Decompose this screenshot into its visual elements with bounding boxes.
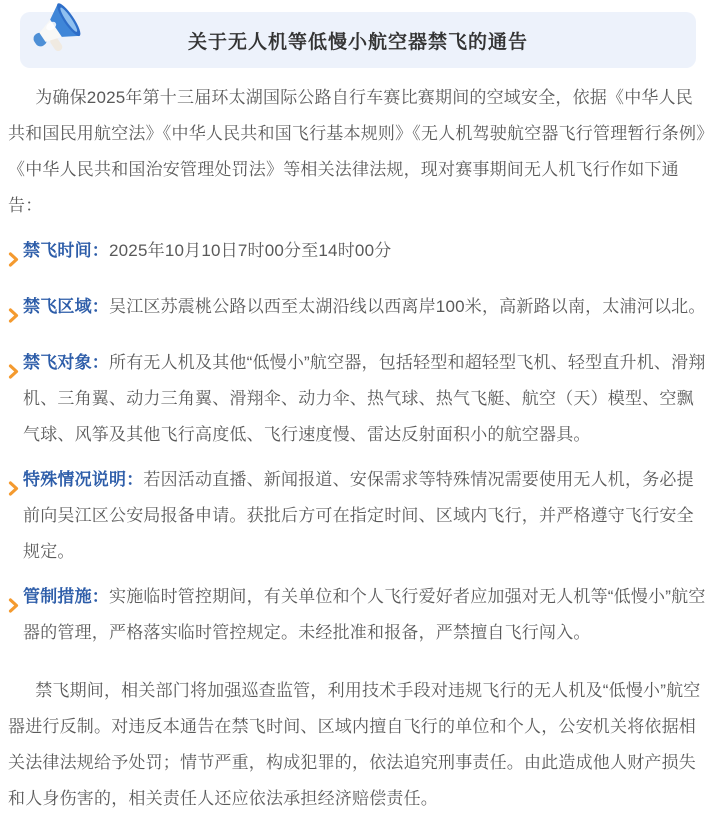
- item-label: 禁飞区域：: [23, 297, 109, 316]
- chevron-right-icon: [8, 590, 23, 626]
- item-body: [23, 233, 707, 269]
- notice-item-ban-time: [8, 233, 707, 280]
- notice-page: [0, 12, 716, 808]
- item-text: 2025年10月10日7时00分至14时00分: [109, 241, 392, 260]
- notice-content: [0, 80, 716, 817]
- megaphone-icon: [25, 1, 83, 59]
- notice-item-ban-area: [8, 289, 707, 336]
- notice-item-control-measures: [8, 579, 707, 651]
- item-text: 所有无人机及其他“低慢小”航空器，包括轻型和超轻型飞机、轻型直升机、滑翔机、三角翼、动力三角翼、滑翔伞、动力伞、热气球、热气飞艇、航空（天）模型、空飘气球、风筝及其他飞行高度低、飞行速度慢、雷达反射面积小的航空器具。: [23, 353, 706, 444]
- chevron-right-icon: [8, 473, 23, 509]
- item-label: 管制措施：: [23, 587, 109, 606]
- item-body: [23, 462, 707, 570]
- chevron-right-icon: [8, 300, 23, 336]
- item-text: 实施临时管控期间，有关单位和个人飞行爱好者应加强对无人机等“低慢小”航空器的管理，严格落实临时管控规定。未经批准和报备，严禁擅自飞行闯入。: [23, 587, 706, 642]
- item-body: [23, 289, 707, 325]
- item-label: 特殊情况说明：: [23, 470, 144, 489]
- notice-item-ban-objects: [8, 345, 707, 453]
- chevron-right-icon: [8, 356, 23, 392]
- intro-paragraph: 为确保2025年第十三届环太湖国际公路自行车赛比赛期间的空域安全，依据《中华人民共和国民用航空法》《中华人民共和国飞行基本规则》《无人机驾驶航空器飞行管理暂行条例》《中华人民共和国治安管理处罚法》等相关法律法规，现对赛事期间无人机飞行作如下通告：: [8, 88, 705, 215]
- item-body: [23, 579, 707, 651]
- closing-paragraph: 禁飞期间，相关部门将加强巡查监管，利用技术手段对违规飞行的无人机及“低慢小”航空器进行反制。对违反本通告在禁飞时间、区域内擅自飞行的单位和个人，公安机关将依据相关法律法规给予处罚；情节严重，构成犯罪的，依法追究刑事责任。由此造成他人财产损失和人身伤害的，相关责任人还应依法承担经济赔偿责任。: [8, 681, 701, 808]
- item-text: 吴江区苏震桃公路以西至太湖沿线以西离岸100米，高新路以南，太浦河以北。: [109, 297, 706, 316]
- page-title: 关于无人机等低慢小航空器禁飞的通告: [187, 31, 528, 53]
- item-label: 禁飞对象：: [23, 353, 109, 372]
- item-text: 若因活动直播、新闻报道、安保需求等特殊情况需要使用无人机，务必提前向吴江区公安局报备申请。获批后方可在指定时间、区域内飞行，并严格遵守飞行安全规定。: [23, 470, 694, 561]
- notice-header: [20, 12, 696, 68]
- notice-item-special-cases: [8, 462, 707, 570]
- item-label: 禁飞时间：: [23, 241, 109, 260]
- item-body: [23, 345, 707, 453]
- chevron-right-icon: [8, 244, 23, 280]
